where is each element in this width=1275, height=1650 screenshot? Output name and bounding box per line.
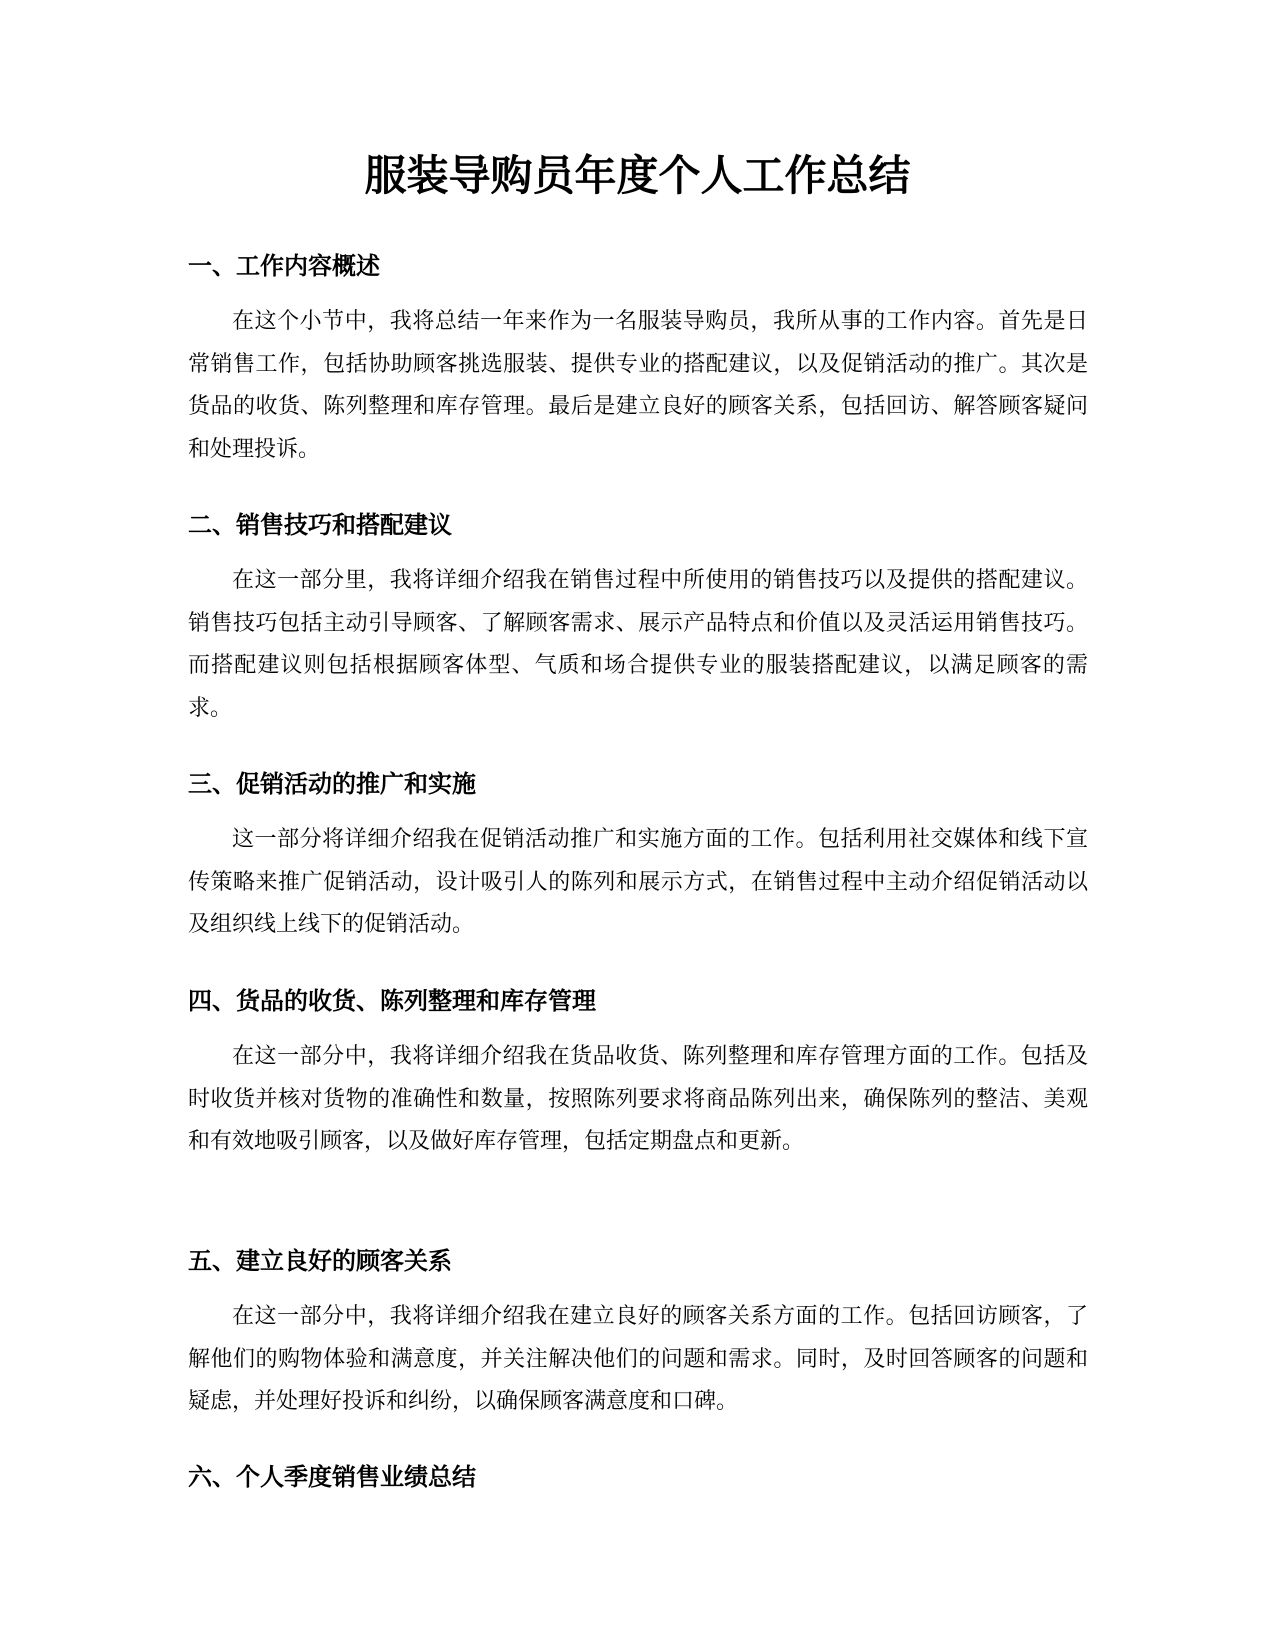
- section-paragraph: 在这一部分中，我将详细介绍我在建立良好的顾客关系方面的工作。包括回访顾客，了解他们的购物体验和满意度，并关注解决他们的问题和需求。同时，及时回答顾客的问题和疑虑，并处理好投诉和纠纷，以确保顾客满意度和口碑。: [188, 1304, 1088, 1414]
- section-paragraph: 在这一部分里，我将详细介绍我在销售过程中所使用的销售技巧以及提供的搭配建议。销售技巧包括主动引导顾客、了解顾客需求、展示产品特点和价值以及灵活运用销售技巧。而搭配建议则包括根据顾客体型、气质和场合提供专业的服装搭配建议，以满足顾客的需求。: [188, 568, 1088, 721]
- section-heading: 四、货品的收货、陈列整理和库存管理: [188, 987, 596, 1015]
- section-heading: 一、工作内容概述: [188, 252, 380, 280]
- section-customer-relations: [188, 1245, 1088, 1424]
- section-heading: 五、建立良好的顾客关系: [188, 1247, 452, 1275]
- section-heading: 二、销售技巧和搭配建议: [188, 511, 452, 539]
- section-heading: 六、个人季度销售业绩总结: [188, 1463, 476, 1491]
- section-sales-skills: [188, 509, 1088, 730]
- section-promotion: [188, 768, 1088, 947]
- section-paragraph: 这一部分将详细介绍我在促销活动推广和实施方面的工作。包括利用社交媒体和线下宣传策略来推广促销活动，设计吸引人的陈列和展示方式，在销售过程中主动介绍促销活动以及组织线上线下的促销活动。: [188, 827, 1088, 937]
- section-paragraph: 在这个小节中，我将总结一年来作为一名服装导购员，我所从事的工作内容。首先是日常销售工作，包括协助顾客挑选服装、提供专业的搭配建议，以及促销活动的推广。其次是货品的收货、陈列整理和库存管理。最后是建立良好的顾客关系，包括回访、解答顾客疑问和处理投诉。: [188, 309, 1088, 462]
- section-heading: 三、促销活动的推广和实施: [188, 770, 476, 798]
- section-inventory: [188, 985, 1088, 1164]
- document-title: 服装导购员年度个人工作总结: [364, 151, 911, 200]
- section-work-overview: [188, 250, 1088, 471]
- section-paragraph: 在这一部分中，我将详细介绍我在货品收货、陈列整理和库存管理方面的工作。包括及时收货并核对货物的准确性和数量，按照陈列要求将商品陈列出来，确保陈列的整洁、美观和有效地吸引顾客，以及做好库存管理，包括定期盘点和更新。: [188, 1044, 1088, 1154]
- section-quarterly-sales: [188, 1461, 1088, 1493]
